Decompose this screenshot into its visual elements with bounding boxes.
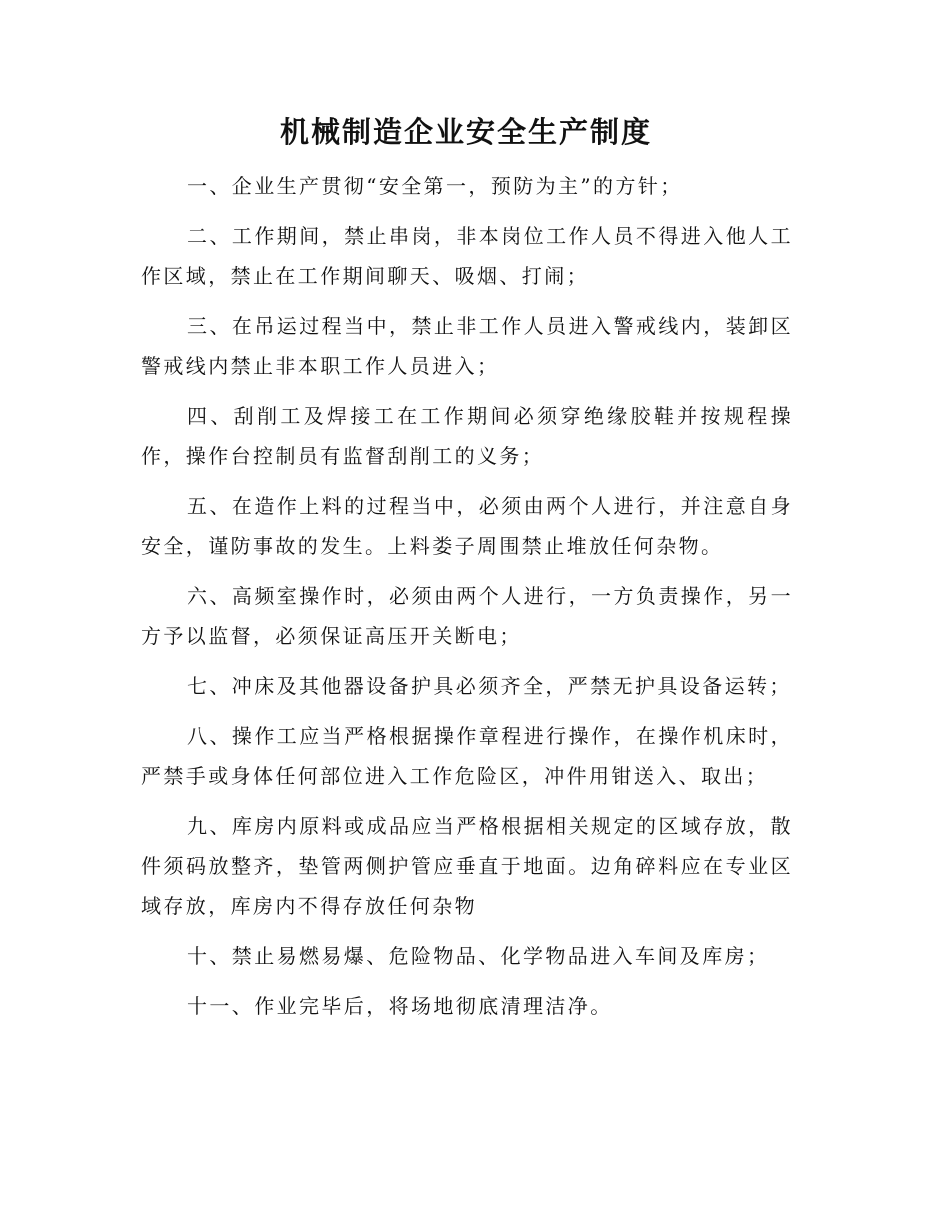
clause-item: 五、在造作上料的过程当中，必须由两个人进行，并注意自身安全，谨防事故的发生。上料娄子周围禁止堆放任何杂物。: [141, 494, 793, 558]
clause-item: 十、禁止易燃易爆、危险物品、化学物品进入车间及库房；: [187, 944, 770, 968]
document-title: 机械制造企业安全生产制度: [279, 115, 652, 149]
clause-item: 四、刮削工及焊接工在工作期间必须穿绝缘胶鞋并按规程操作，操作台控制员有监督刮削工的义务；: [141, 404, 793, 468]
clause-item: 六、高频室操作时，必须由两个人进行，一方负责操作，另一方予以监督，必须保证高压开关断电；: [141, 584, 793, 648]
clause-item: 八、操作工应当严格根据操作章程进行操作，在操作机床时，严禁手或身体任何部位进入工作危险区，冲件用钳送入、取出；: [141, 724, 793, 788]
clause-item: 九、库房内原料或成品应当严格根据相关规定的区域存放，散件须码放整齐，垫管两侧护管应垂直于地面。边角碎料应在专业区域存放，库房内不得存放任何杂物: [141, 814, 793, 918]
clause-item: 十一、作业完毕后，将场地彻底清理洁净。: [187, 994, 613, 1018]
clause-item: 二、工作期间，禁止串岗，非本岗位工作人员不得进入他人工作区域，禁止在工作期间聊天、吸烟、打闹；: [141, 224, 793, 288]
clause-item: 七、冲床及其他器设备护具必须齐全，严禁无护具设备运转；: [187, 674, 792, 698]
clause-item: 一、企业生产贯彻“安全第一，预防为主”的方针；: [187, 174, 683, 198]
clause-item: 三、在吊运过程当中，禁止非工作人员进入警戒线内，装卸区警戒线内禁止非本职工作人员进入；: [141, 314, 793, 378]
clause-list: [141, 166, 793, 1036]
